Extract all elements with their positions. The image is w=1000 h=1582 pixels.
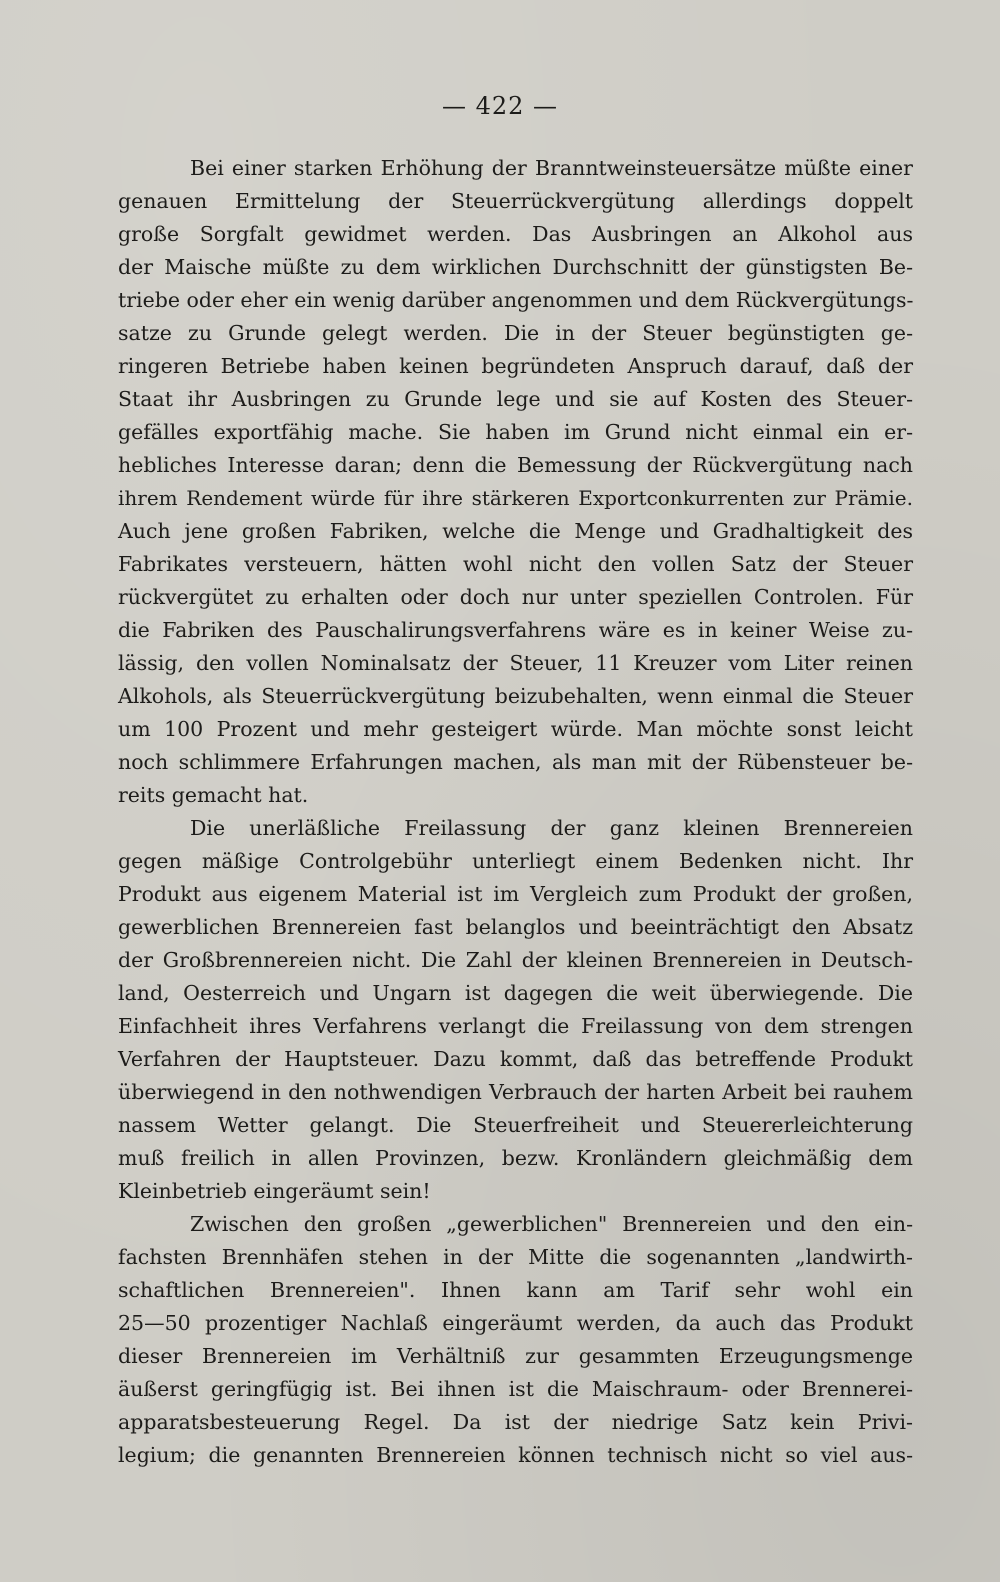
text-line: Einfachheit ihres Verfahrens verlangt die Freilassung von dem strengen [118,1014,913,1038]
text-line: legium; die genannten Brennereien können technisch nicht so viel aus- [118,1443,913,1467]
text-line: fachsten Brennhäfen stehen in der Mitte die sogenannten „landwirth- [118,1245,913,1269]
text-line: satze zu Grunde gelegt werden. Die in der Steuer begünstigten ge- [118,321,913,345]
text-line: ihrem Rendement würde für ihre stärkeren Exportconkurrenten zur Prämie. [118,486,913,510]
text-line: nassem Wetter gelangt. Die Steuerfreiheit und Steuererleichterung [118,1113,913,1137]
text-line: genauen Ermittelung der Steuerrückvergütung allerdings doppelt [118,189,913,213]
text-line: Produkt aus eigenem Material ist im Vergleich zum Produkt der großen, [118,882,913,906]
text-line: große Sorgfalt gewidmet werden. Das Ausbringen an Alkohol aus [118,222,913,246]
text-line: äußerst geringfügig ist. Bei ihnen ist die Maischraum- oder Brennerei- [118,1377,913,1401]
text-line: Staat ihr Ausbringen zu Grunde lege und sie auf Kosten des Steuer- [118,387,913,411]
text-line: um 100 Prozent und mehr gesteigert würde. Man möchte sonst leicht [118,717,913,741]
text-line: 25—50 prozentiger Nachlaß eingeräumt werden, da auch das Produkt [118,1311,913,1335]
text-line: triebe oder eher ein wenig darüber angenommen und dem Rückvergütungs- [118,288,914,312]
text-line: Verfahren der Hauptsteuer. Dazu kommt, daß das betreffende Produkt [118,1047,913,1071]
text-line: gefälles exportfähig mache. Sie haben im Grund nicht einmal ein er- [118,420,913,444]
text-line: der Großbrennereien nicht. Die Zahl der kleinen Brennereien in Deutsch- [118,948,913,972]
body-text [118,152,913,1472]
text-line: überwiegend in den nothwendigen Verbrauch der harten Arbeit bei rauhem [118,1080,913,1104]
text-line: apparatsbesteuerung Regel. Da ist der niedrige Satz kein Privi- [118,1410,913,1434]
text-line: gegen mäßige Controlgebühr unterliegt einem Bedenken nicht. Ihr [118,849,913,873]
text-line: Bei einer starken Erhöhung der Branntweinsteuersätze müßte einer [190,156,913,180]
text-line: Fabrikates versteuern, hätten wohl nicht den vollen Satz der Steuer [118,552,913,576]
text-line: rückvergütet zu erhalten oder doch nur unter speziellen Controlen. Für [118,585,913,609]
text-line: Alkohols, als Steuerrückvergütung beizubehalten, wenn einmal die Steuer [118,684,913,708]
text-line: Die unerläßliche Freilassung der ganz kleinen Brennereien [190,816,913,840]
text-line: muß freilich in allen Provinzen, bezw. Kronländern gleichmäßig dem [118,1146,913,1170]
text-line: die Fabriken des Pauschalirungsverfahrens wäre es in keiner Weise zu- [118,618,913,642]
text-line: ringeren Betriebe haben keinen begründeten Anspruch darauf, daß der [118,354,913,378]
text-line: reits gemacht hat. [118,783,309,807]
text-line: hebliches Interesse daran; denn die Bemessung der Rückvergütung nach [118,453,913,477]
text-line: der Maische müßte zu dem wirklichen Durchschnitt der günstigsten Be- [118,255,913,279]
text-line: schaftlichen Brennereien". Ihnen kann am Tarif sehr wohl ein [118,1278,913,1302]
text-line: Zwischen den großen „gewerblichen" Brennereien und den ein- [190,1212,913,1236]
text-line: Auch jene großen Fabriken, welche die Menge und Gradhaltigkeit des [118,519,913,543]
text-line: Kleinbetrieb eingeräumt sein! [118,1179,431,1203]
text-line: gewerblichen Brennereien fast belanglos und beeinträchtigt den Absatz [118,915,913,939]
text-line: lässig, den vollen Nominalsatz der Steuer, 11 Kreuzer vom Liter reinen [118,651,913,675]
page-number: — 422 — [441,92,559,120]
text-line: noch schlimmere Erfahrungen machen, als man mit der Rübensteuer be- [118,750,913,774]
text-line: land, Oesterreich und Ungarn ist dagegen die weit überwiegende. Die [118,981,913,1005]
text-line: dieser Brennereien im Verhältniß zur gesammten Erzeugungsmenge [118,1344,913,1368]
